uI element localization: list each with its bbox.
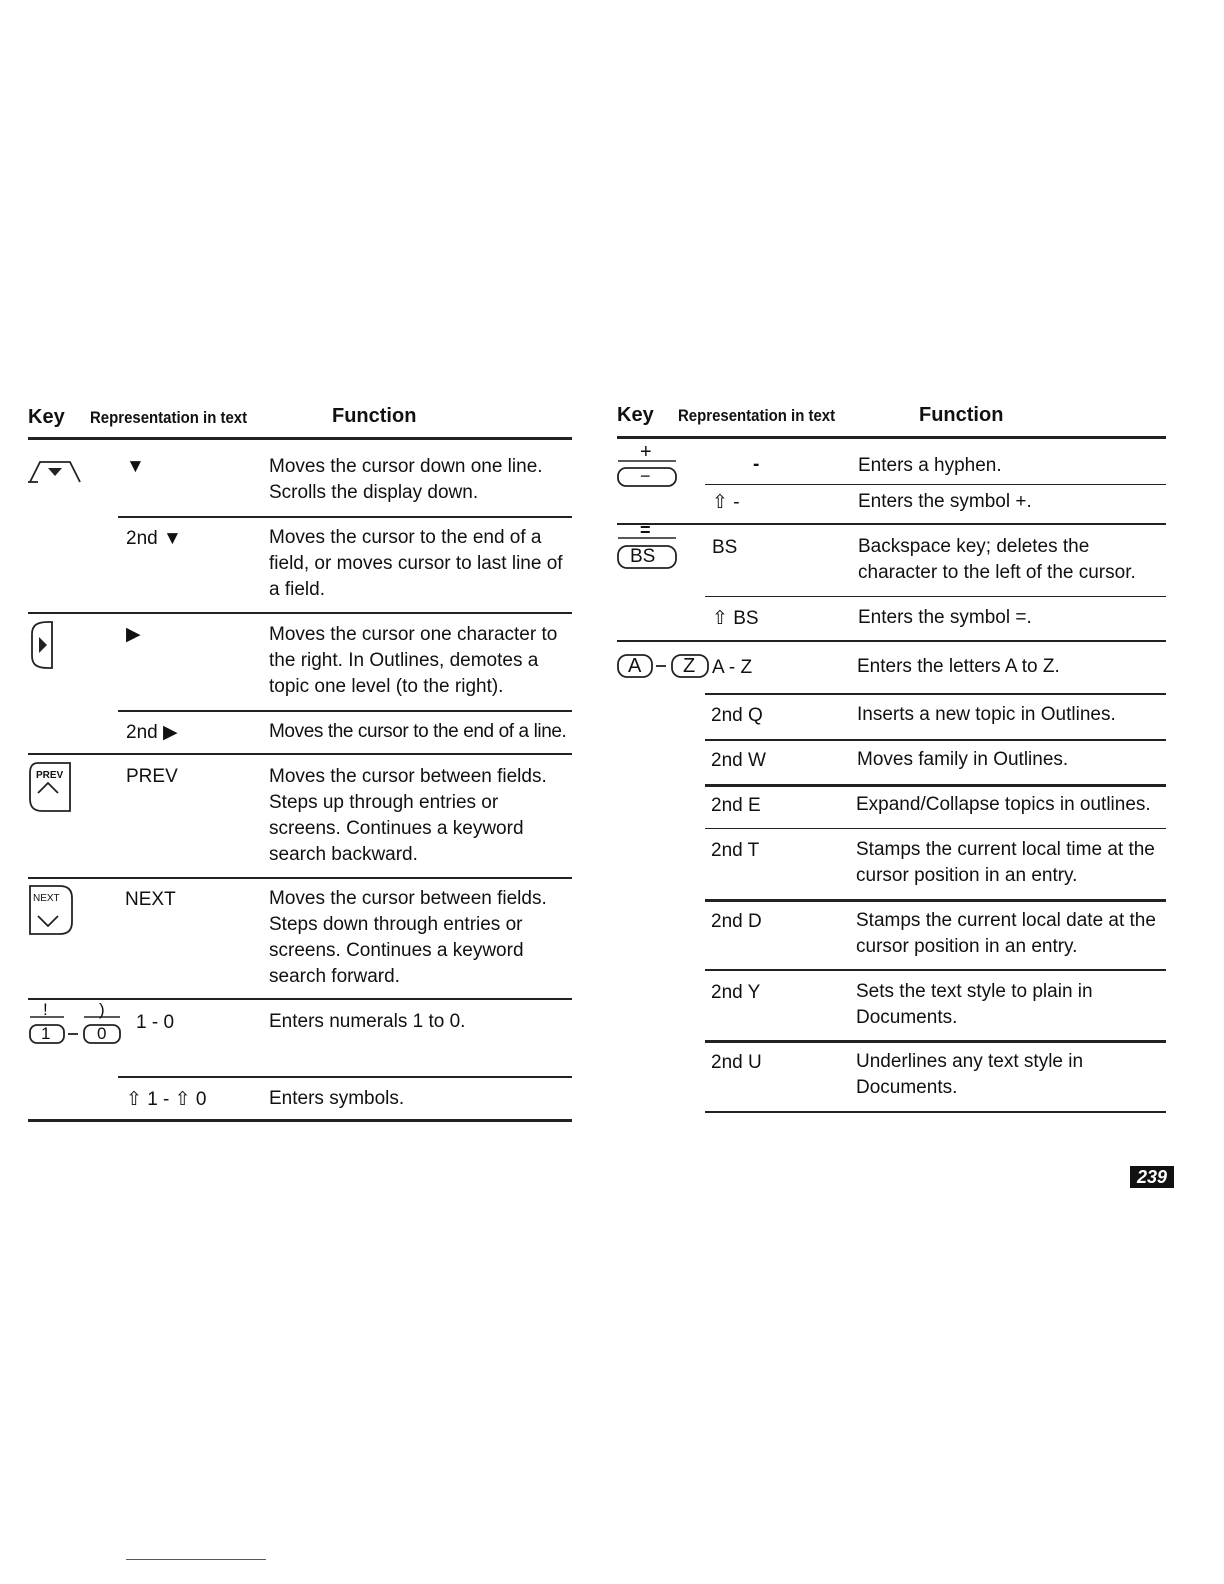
table-row-rep: 2nd D: [711, 911, 762, 932]
table-row-function: Enters the symbol +.: [858, 491, 1032, 512]
table-row-function: Underlines any text style in Documents.: [856, 1051, 1084, 1098]
table-row-rep: 2nd Y: [711, 982, 761, 1003]
row-divider: [28, 998, 572, 1000]
row-divider: [705, 899, 1166, 902]
left-header-representation: Representation in text: [90, 408, 248, 427]
prev-key-label: PREV: [36, 770, 64, 781]
table-row-function: Stamps the current local date at the cursor position in an entry.: [856, 910, 1156, 957]
table-row-function: Moves family in Outlines.: [857, 749, 1069, 770]
left-header-key: Key: [28, 406, 65, 428]
key-z-label: Z: [683, 655, 696, 677]
table-row-rep: 2nd Q: [711, 705, 763, 726]
row-divider: [705, 1040, 1166, 1043]
table-row-rep: 2nd W: [711, 750, 766, 771]
table-row-function: Backspace key; deletes the character to the left of the cursor.: [858, 536, 1136, 583]
row-divider: [705, 693, 1166, 695]
table-row-function: Moves the cursor between fields. Steps down through entries or screens. Continues a keyword search forward.: [269, 888, 547, 987]
letter-keys-icon: [616, 653, 712, 681]
table-row-function: Stamps the current local time at the cursor position in an entry.: [856, 839, 1155, 886]
next-key-icon: [28, 884, 74, 936]
digit-keys-icon: [28, 1000, 124, 1047]
table-row-rep: ▼: [126, 456, 145, 477]
row-divider: [705, 596, 1166, 597]
row-divider: [705, 784, 1166, 787]
table-row-rep: -: [753, 454, 760, 475]
table-row-function: Expand/Collapse topics in outlines.: [856, 794, 1151, 815]
minus-key-shift-label: +: [640, 441, 652, 463]
row-divider: [118, 710, 572, 712]
table-row-rep: 2nd E: [711, 795, 761, 816]
left-header-function: Function: [332, 405, 417, 427]
table-row-rep: A - Z: [712, 657, 753, 678]
row-divider: [617, 640, 1166, 642]
table-row-rep: 2nd T: [711, 840, 760, 861]
right-bottom-rule: [705, 1111, 1166, 1113]
prev-key-icon: [28, 761, 74, 813]
table-row-rep: 2nd ▼: [126, 528, 182, 549]
row-divider: [617, 523, 1166, 525]
table-row-function: Enters a hyphen.: [858, 455, 1002, 476]
right-header-key: Key: [617, 404, 654, 426]
backspace-key-shift-label: =: [640, 520, 651, 540]
table-row-rep: 2nd ▶: [126, 722, 178, 743]
table-row-function: Inserts a new topic in Outlines.: [857, 704, 1116, 725]
table-row-rep: 1 - 0: [136, 1012, 175, 1033]
key-zero-shift-label: ): [99, 1000, 105, 1019]
table-row-function: Enters symbols.: [269, 1088, 405, 1109]
row-divider: [118, 516, 572, 518]
row-divider: [705, 969, 1166, 971]
next-key-label: NEXT: [33, 893, 60, 904]
table-row-rep: ⇧ BS: [712, 608, 759, 629]
table-row-rep: ⇧ -: [712, 492, 740, 513]
page-number: 239: [1130, 1166, 1174, 1188]
key-one-label: 1: [41, 1024, 51, 1043]
table-row-function: Moves the cursor down one line. Scrolls the display down.: [269, 456, 543, 503]
table-row-function: Enters the symbol =.: [858, 607, 1032, 628]
left-header-rule: [28, 437, 572, 440]
table-row-rep: PREV: [126, 766, 178, 787]
right-arrow-key-icon: [30, 620, 56, 670]
right-header-representation: Representation in text: [678, 406, 836, 425]
left-bottom-rule: [28, 1119, 572, 1122]
right-header-function: Function: [919, 404, 1004, 426]
key-a-label: A: [628, 655, 642, 677]
row-divider: [28, 877, 572, 879]
table-row-function: Moves the cursor to the end of a field, or moves cursor to last line of a field.: [269, 527, 563, 600]
table-row-rep: ⇧ 1 - ⇧ 0: [126, 1089, 207, 1110]
minus-key-icon: [616, 441, 680, 490]
row-divider: [28, 753, 572, 755]
row-divider: [118, 1076, 572, 1078]
table-row-rep: 2nd U: [711, 1052, 762, 1073]
table-row-function: Sets the text style to plain in Documents.: [856, 981, 1093, 1028]
row-divider: [28, 612, 572, 614]
table-row-rep: ▶: [126, 624, 141, 645]
backspace-key-icon: [616, 520, 680, 572]
row-divider: [705, 828, 1166, 829]
down-arrow-key-icon: [28, 460, 84, 484]
table-row-function: Moves the cursor one character to the right. In Outlines, demotes a topic one level (to the right).: [269, 624, 558, 697]
key-one-shift-label: !: [43, 1000, 48, 1019]
row-divider: [705, 484, 1166, 485]
backspace-key-label: BS: [630, 546, 656, 567]
key-zero-label: 0: [97, 1024, 107, 1043]
table-row-rep: BS: [712, 537, 738, 558]
minus-key-label: −: [640, 466, 651, 486]
table-row-function: Enters the letters A to Z.: [857, 656, 1060, 677]
bottom-divider: [126, 1559, 266, 1560]
table-row-function: Moves the cursor between fields. Steps up through entries or screens. Continues a keyword search backward.: [269, 766, 547, 865]
table-row-function: Enters numerals 1 to 0.: [269, 1011, 466, 1032]
right-header-rule: [617, 436, 1166, 439]
table-row-function: Moves the cursor to the end of a line.: [269, 721, 567, 742]
table-row-rep: NEXT: [125, 889, 176, 910]
row-divider: [705, 739, 1166, 741]
